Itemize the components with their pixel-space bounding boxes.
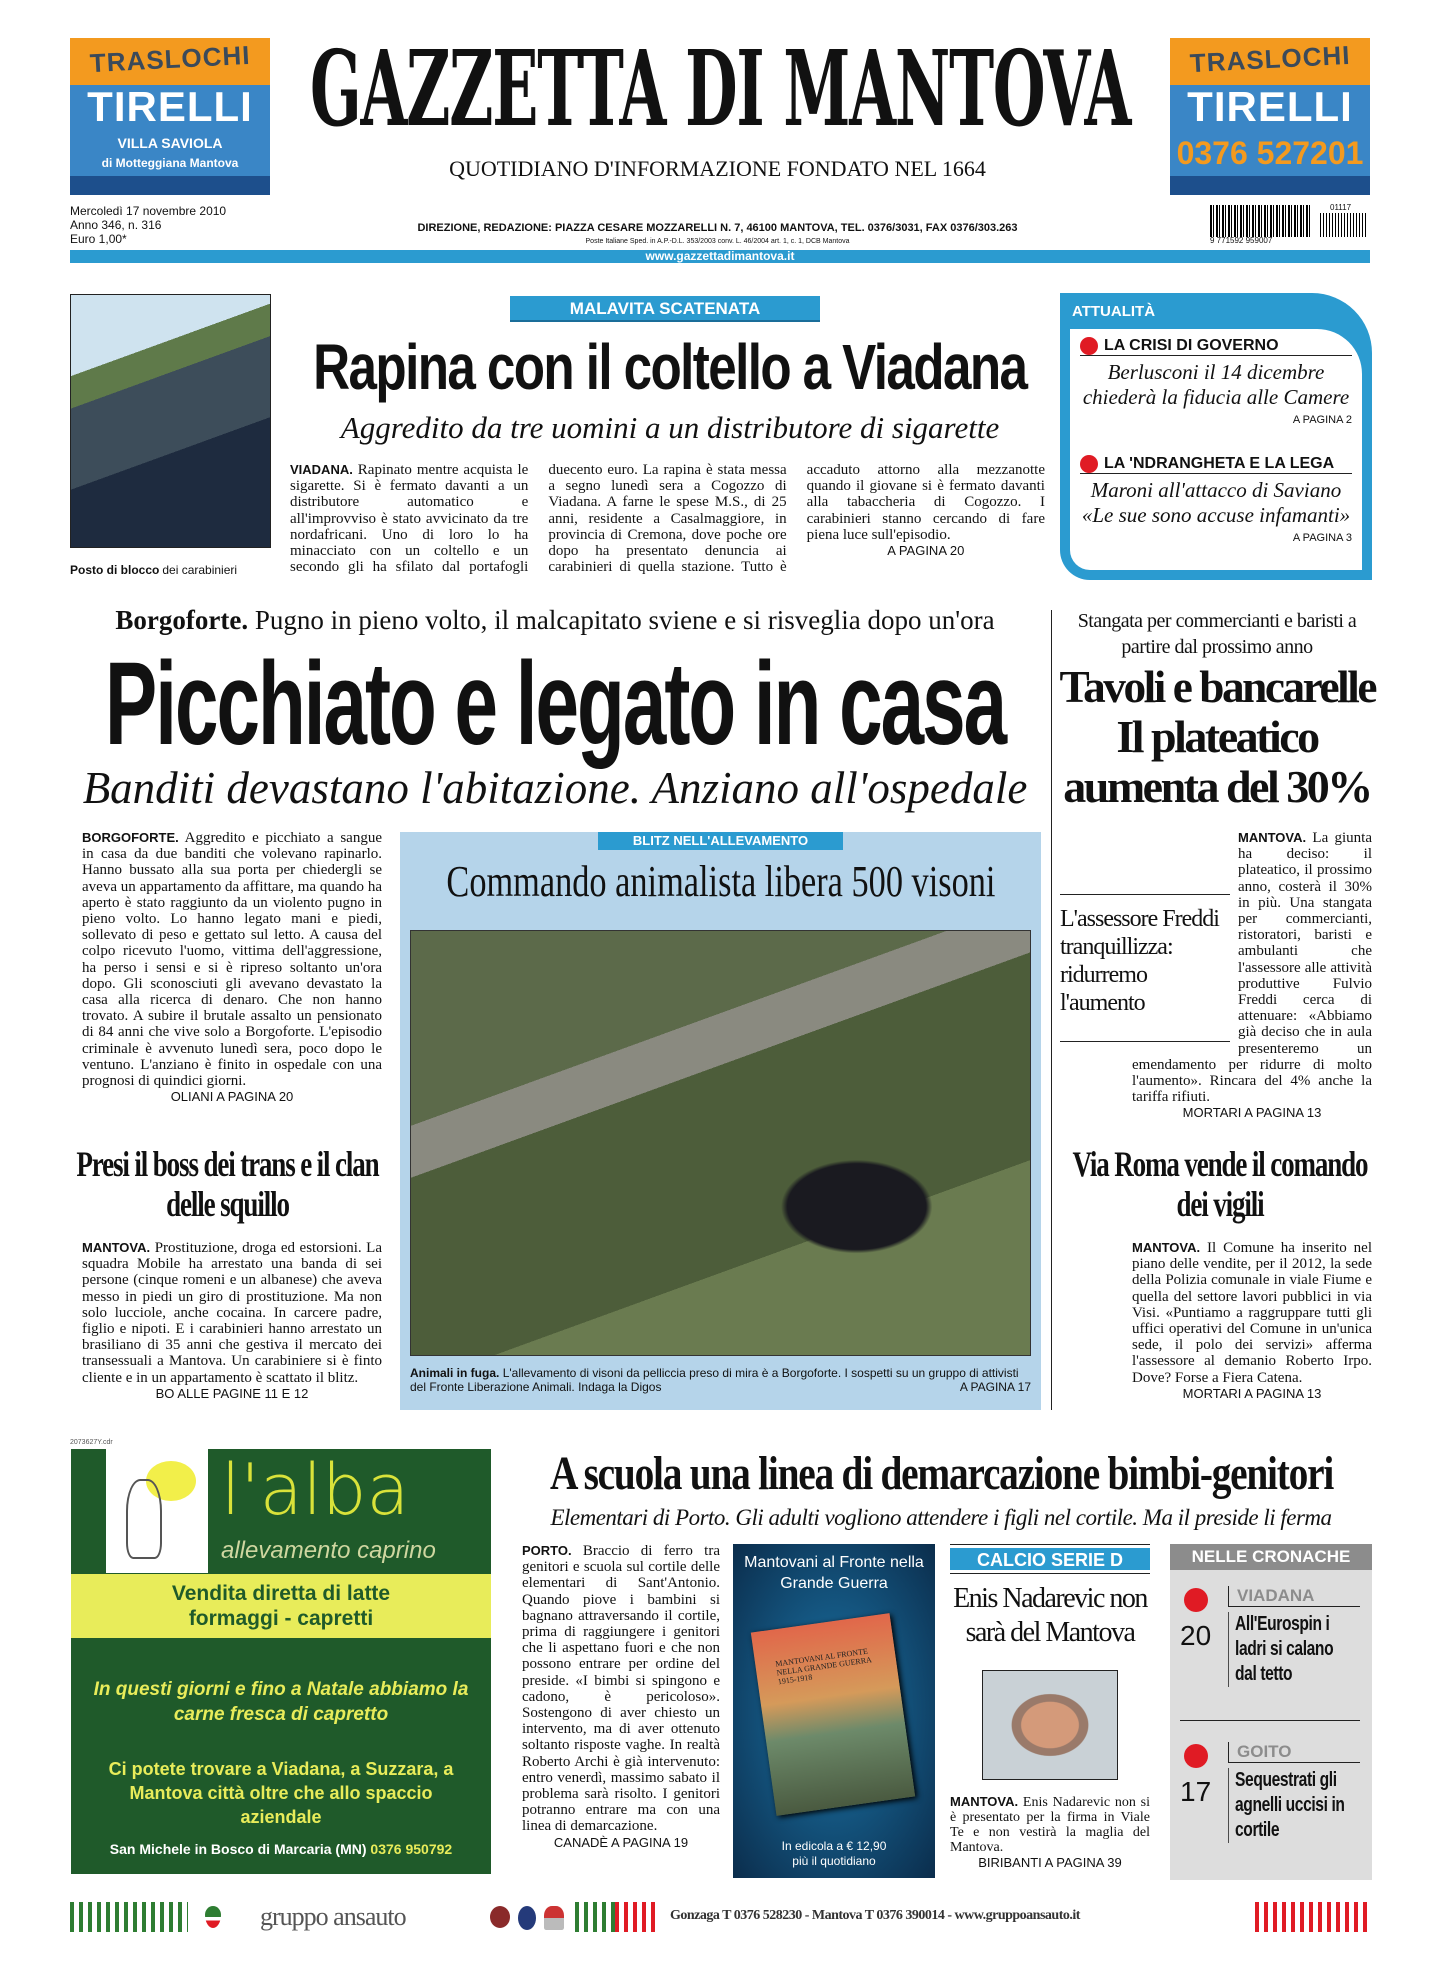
column-divider xyxy=(1051,610,1052,1410)
ad-line: TIRELLI xyxy=(1187,83,1353,130)
page-ref[interactable]: CANADÈ A PAGINA 19 xyxy=(553,1834,689,1850)
item-kicker: LA 'NDRANGHETA E LA LEGA xyxy=(1104,455,1335,472)
divider xyxy=(1180,1720,1360,1721)
headline-line: Il plateatico xyxy=(1116,711,1318,762)
car-brand-icon xyxy=(544,1906,564,1930)
red-dot-icon xyxy=(1080,455,1098,473)
calcio-body xyxy=(950,1794,1150,1855)
stripes-decoration xyxy=(615,1902,657,1932)
page-ref[interactable]: BIRIBANTI A PAGINA 39 xyxy=(978,1855,1122,1870)
item-place: GOITO xyxy=(1228,1742,1360,1763)
pull-quote: L'assessore Freddi tranquillizza: ridurremo l'aumento xyxy=(1060,894,1230,1042)
item-headline: All'Eurospin i ladri si calano dal tetto xyxy=(1228,1612,1357,1687)
kicker-place: Borgoforte. xyxy=(115,605,249,635)
body-text: Rapinato mentre acquista le sigarette. Si è fermato davanti a un distributore automatico e all'improvviso è stato avvicinato da tre nordafricani. Uno di loro lo ha minacciato con un coltello e un secondo gli ha sfilato dal portafogli duecento euro. La rapina è stata messa a segno lunedì sera a Cogozzo di Viadana. A farne le spese M.S., di 25 anni, residente a Casalmaggiore, in provincia di Cremona, dove poche ore dopo ha presentato denuncia ai carabinieri di quella stazione. Tutto è accaduto attorno alla mezzanotte quando il giovane si è fermato davanti alla tabaccheria di Cogozzo. I carabinieri stanno cercando di fare piena luce sull'episodio. xyxy=(290,462,1045,576)
ad-phone: 0376 527201 xyxy=(1176,135,1364,171)
postal-info: Poste Italiane Sped. in A.P.-D.L. 353/2003 conv. L. 46/2004 art. 1, c. 1, DCB Mantova xyxy=(585,238,850,245)
item-text: Berlusconi il 14 dicembre chiederà la fiducia alle Camere xyxy=(1082,360,1350,409)
item-headline: Sequestrati gli agnelli uccisi in cortile xyxy=(1228,1768,1357,1843)
calcio-headline[interactable]: Enis Nadarevic non sarà del Mantova xyxy=(953,1583,1147,1648)
dateline: MANTOVA. xyxy=(1132,1240,1201,1255)
ad-address: San Michele in Bosco di Marcaria (MN) xyxy=(109,1841,367,1857)
mink-photo xyxy=(410,930,1031,1356)
plateatico-kicker: Stangata per commercianti e baristi a partire dal prossimo anno xyxy=(1077,610,1357,658)
attualita-item[interactable] xyxy=(1080,455,1352,544)
caption-bold: Animali in fuga. xyxy=(410,1366,500,1380)
stripes-decoration xyxy=(70,1902,188,1932)
page-ref[interactable]: MORTARI A PAGINA 13 xyxy=(1182,1105,1322,1121)
dateline: MANTOVA. xyxy=(950,1794,1019,1809)
ad-line: TRASLOCHI xyxy=(1189,39,1352,79)
top-subhead: Aggredito da tre uomini a un distributore di sigarette xyxy=(340,410,1000,445)
attualita-box xyxy=(1060,293,1372,580)
book-price: In edicola a € 12,90 xyxy=(781,1839,887,1853)
body-text: La giunta ha deciso: il plateatico, il prossimo anno, costerà il 30% in più. Una stangata per commercianti, ristoratori, baristi e ambulanti che l'assessore alle attività produttive Fulvio Freddi cerca di attenuare: «Abbiamo già deciso che in aula presenteremo un emendamento per ridurre di molto l'aumento». Rincara del 4% anche la tariffa rifiuti. xyxy=(1132,830,1372,1106)
vigili-headline[interactable]: Via Roma vende il comando dei vigili xyxy=(1072,1144,1368,1224)
issue-price: Euro 1,00* xyxy=(70,232,127,246)
page-ref[interactable]: BO ALLE PAGINE 11 E 12 xyxy=(155,1385,309,1401)
page-ref[interactable]: A PAGINA 20 xyxy=(887,543,965,559)
scuola-subhead: Elementari di Porto. Gli adulti vogliono attendere i figli nel cortile. Ma il preside li ferma xyxy=(550,1505,1332,1530)
trans-headline[interactable]: Presi il boss dei trans e il clan delle squillo xyxy=(76,1144,379,1224)
ad-tagline: allevamento caprino xyxy=(221,1537,436,1564)
cronache-item[interactable] xyxy=(1180,1740,1360,1870)
top-headline[interactable]: Rapina con il coltello a Viadana xyxy=(313,331,1027,403)
page-ref: A PAGINA 3 xyxy=(1292,532,1352,544)
cronache-title: NELLE CRONACHE xyxy=(1170,1544,1372,1570)
dateline: BORGOFORTE. xyxy=(82,830,179,845)
item-kicker: LA CRISI DI GOVERNO xyxy=(1104,337,1279,354)
main-story-body xyxy=(82,830,382,1105)
ad-line: di Motteggiana Mantova xyxy=(101,156,239,170)
page-ref: A PAGINA 2 xyxy=(1292,414,1352,426)
ad-phone: 0376 950792 xyxy=(370,1841,453,1857)
ad-file-tag: 2073627Y.cdr xyxy=(70,1439,113,1446)
red-dot-icon xyxy=(1080,337,1098,355)
goat-logo-icon xyxy=(106,1449,208,1573)
caption-text: dei carabinieri xyxy=(162,563,238,577)
footer-brand: gruppo ansauto xyxy=(260,1902,406,1931)
page-ref[interactable]: A PAGINA 17 xyxy=(959,1380,1031,1394)
barcode-addon: 01117 xyxy=(1330,203,1352,212)
vigili-body xyxy=(1132,1240,1372,1402)
ad-where: Ci potete trovare a Viadana, a Suzzara, a Mantova città oltre che allo spaccio aziendale xyxy=(108,1759,454,1827)
ad-brand: l'alba xyxy=(221,1449,410,1531)
red-dot-icon xyxy=(1184,1588,1208,1612)
trans-body xyxy=(82,1240,382,1402)
ad-line: TIRELLI xyxy=(87,83,253,130)
main-kicker xyxy=(115,605,994,636)
blitz-box xyxy=(400,832,1041,1410)
headline-line: Tavoli e bancarelle xyxy=(1059,661,1375,712)
stripes-decoration xyxy=(575,1902,615,1932)
item-page: 20 xyxy=(1180,1620,1212,1651)
footer-contacts: Gonzaga T 0376 528230 - Mantova T 0376 390014 - www.gruppoansauto.it xyxy=(670,1908,1080,1923)
red-dot-icon xyxy=(1184,1744,1208,1768)
page-ref[interactable]: MORTARI A PAGINA 13 xyxy=(1182,1385,1322,1401)
photo-caption xyxy=(70,563,237,578)
ad-band: Vendita diretta di latte formaggi - capretti xyxy=(71,1574,491,1638)
dateline: MANTOVA. xyxy=(82,1240,151,1255)
plateatico-body xyxy=(1060,830,1372,1122)
cronache-item[interactable] xyxy=(1180,1584,1360,1704)
shield-logo-icon xyxy=(205,1906,221,1928)
blitz-caption xyxy=(410,1366,1031,1394)
car-brand-icon xyxy=(490,1906,510,1928)
blitz-headline[interactable]: Commando animalista libera 500 visoni xyxy=(445,857,996,906)
page-ref[interactable]: OLIANI A PAGINA 20 xyxy=(170,1089,294,1105)
section-kicker: MALAVITA SCATENATA xyxy=(510,296,820,322)
book-cover xyxy=(751,1613,915,1816)
item-page: 17 xyxy=(1180,1776,1212,1807)
item-place: VIADANA xyxy=(1228,1586,1360,1607)
attualita-title: ATTUALITÀ xyxy=(1072,303,1156,320)
item-text: Maroni all'attacco di Saviano «Le sue sono accuse infamanti» xyxy=(1081,478,1351,527)
ad-tirelli-right[interactable] xyxy=(1170,38,1370,195)
ad-promo: In questi giorni e fino a Natale abbiamo la carne fresca di capretto xyxy=(93,1679,469,1725)
caption-bold: Posto di blocco xyxy=(70,563,160,577)
plateatico-headline[interactable] xyxy=(1058,662,1376,812)
book-ad-title: Mantovani al Fronte nella Grande Guerra xyxy=(744,1554,924,1592)
body-text: Prostituzione, droga ed estorsioni. La squadra Mobile ha arrestato una banda di sei persone (cinque romeni e un albanese) che aveva messo in piedi un giro di prostituzione. Ma non solo lucciole, anche cocaina. In carcere padre, figlio e nipoti. E i carabinieri hanno arrestato un brasiliano di 35 anni che gestiva il mercato dei transessuali a Mantova. Un carabiniere si è finto cliente e in un appartamento è scattato il blitz. xyxy=(82,1240,382,1386)
ad-line: TRASLOCHI xyxy=(89,39,252,79)
body-text: Braccio di ferro tra genitori e scuola sul cortile delle elementari di Sant'Antonio. Quando piove i bambini si bagnano attraversando il cortile, prima di raggiungere i genitori che li aspettano fuori e che non possono entrare per ordine del preside. «I bimbi si spingono e cadono, è pericoloso». Sostengono di aver chiesto un intervento, ma di aver ottenuto soltanto risposte vaghe. In realtà Roberto Archi è già intervenuto: entro venerdì, massimo sabato il problema sarà risolto. I genitori potranno entrare ma con una linea di demarcazione. xyxy=(522,1543,720,1835)
headline-line: aumenta del 30% xyxy=(1063,761,1371,812)
barcode xyxy=(1210,205,1370,245)
masthead-subtitle: QUOTIDIANO D'INFORMAZIONE FONDATO NEL 1664 xyxy=(449,156,986,181)
book-price-note: più il quotidiano xyxy=(792,1854,876,1868)
main-headline[interactable]: Picchiato e legato in casa xyxy=(104,638,1006,770)
stripes-decoration xyxy=(1255,1902,1370,1932)
dateline: VIADANA. xyxy=(290,462,353,477)
body-text: Aggredito e picchiato a sangue in casa da due banditi che volevano rapinarlo. Hanno bussato alla sua porta per chiedergli se aveva un appartamento da affittare, ma quando ha aperto è stato raggiunto da un violento pugno in pieno volto. Lo hanno legato mani e piedi, sollevato di peso e gettato sul letto. A causa del colpo ricevuto l'uomo, vittima dell'aggressione, ha perso i sensi e si è ripreso soltanto un'ora dopo. Gli sconosciuti gli avevano devastato la casa alla ricerca di denaro. Che non hanno trovato. A subire il brutale assalto un pensionato di 84 anni che vive solo a Borgoforte. L'episodio criminale è avvenuto lunedì sera, poco dopo le ventuno. L'anziano è finito in ospedale con una prognosi di quindici giorni. xyxy=(82,830,382,1090)
main-subhead: Banditi devastano l'abitazione. Anziano all'ospedale xyxy=(82,763,1028,813)
scuola-headline[interactable]: A scuola una linea di demarcazione bimbi-genitori xyxy=(549,1447,1333,1500)
car-brand-icon xyxy=(518,1906,536,1930)
cover-title: MANTOVANI AL FRONTE NELLA GRANDE GUERRA 1915-1918 xyxy=(774,1646,872,1687)
masthead-title: GAZZETTA DI MANTOVA xyxy=(309,27,1131,150)
barcode-number: 9 771592 959007 xyxy=(1210,236,1273,245)
caption-text: L'allevamento di visoni da pelliccia preso di mira è a Borgoforte. I sospetti su un gruppo di attivisti del Fronte Liberazione Animali. Indaga la Digos xyxy=(410,1366,1019,1394)
footer-ad-ansauto[interactable] xyxy=(70,1902,1370,1932)
issue-number: Anno 346, n. 316 xyxy=(70,218,162,232)
body-text: Il Comune ha inserito nel piano delle vendite, per il 2012, la sede della Polizia comunale in viale Fiume e quella del settore lavori pubblici in via Visi. «Puntiamo a raggruppare tutti gli uffici operativi del Comune in un'unica sede, il polo dei servizi» afferma l'assessore al demanio Roberto Irpo. Dove? Forse a Fiera Catena. xyxy=(1132,1240,1373,1386)
cronache-box xyxy=(1170,1544,1372,1880)
section-kicker: CALCIO SERIE D xyxy=(950,1548,1150,1572)
attualita-item[interactable] xyxy=(1080,337,1352,455)
calcio-box xyxy=(950,1544,1150,1870)
book-ad[interactable] xyxy=(733,1544,935,1878)
issue-date: Mercoledì 17 novembre 2010 xyxy=(70,204,227,218)
dateline: MANTOVA. xyxy=(1238,830,1307,845)
top-story-body xyxy=(290,462,1045,575)
ad-line: VILLA SAVIOLA xyxy=(117,135,223,151)
carabinieri-photo xyxy=(70,294,271,548)
editorial-address: DIREZIONE, REDAZIONE: PIAZZA CESARE MOZZARELLI N. 7, 46100 MANTOVA, TEL. 0376/3031, FAX 0376/303.263 xyxy=(417,222,1018,234)
scuola-body xyxy=(522,1543,720,1851)
section-kicker: BLITZ NELL'ALLEVAMENTO xyxy=(598,832,843,850)
ad-tirelli-left[interactable] xyxy=(70,38,270,195)
ad-alba[interactable] xyxy=(71,1449,491,1874)
kicker-text: Pugno in pieno volto, il malcapitato sviene e si risveglia dopo un'ora xyxy=(254,605,995,635)
website-link[interactable]: www.gazzettadimantova.it xyxy=(70,250,1370,263)
dateline: PORTO. xyxy=(522,1543,572,1558)
player-photo xyxy=(982,1670,1118,1780)
body-text: Enis Nadarevic non si è presentato per la firma in Viale Te e non vestirà la maglia del Mantova. xyxy=(950,1795,1150,1855)
